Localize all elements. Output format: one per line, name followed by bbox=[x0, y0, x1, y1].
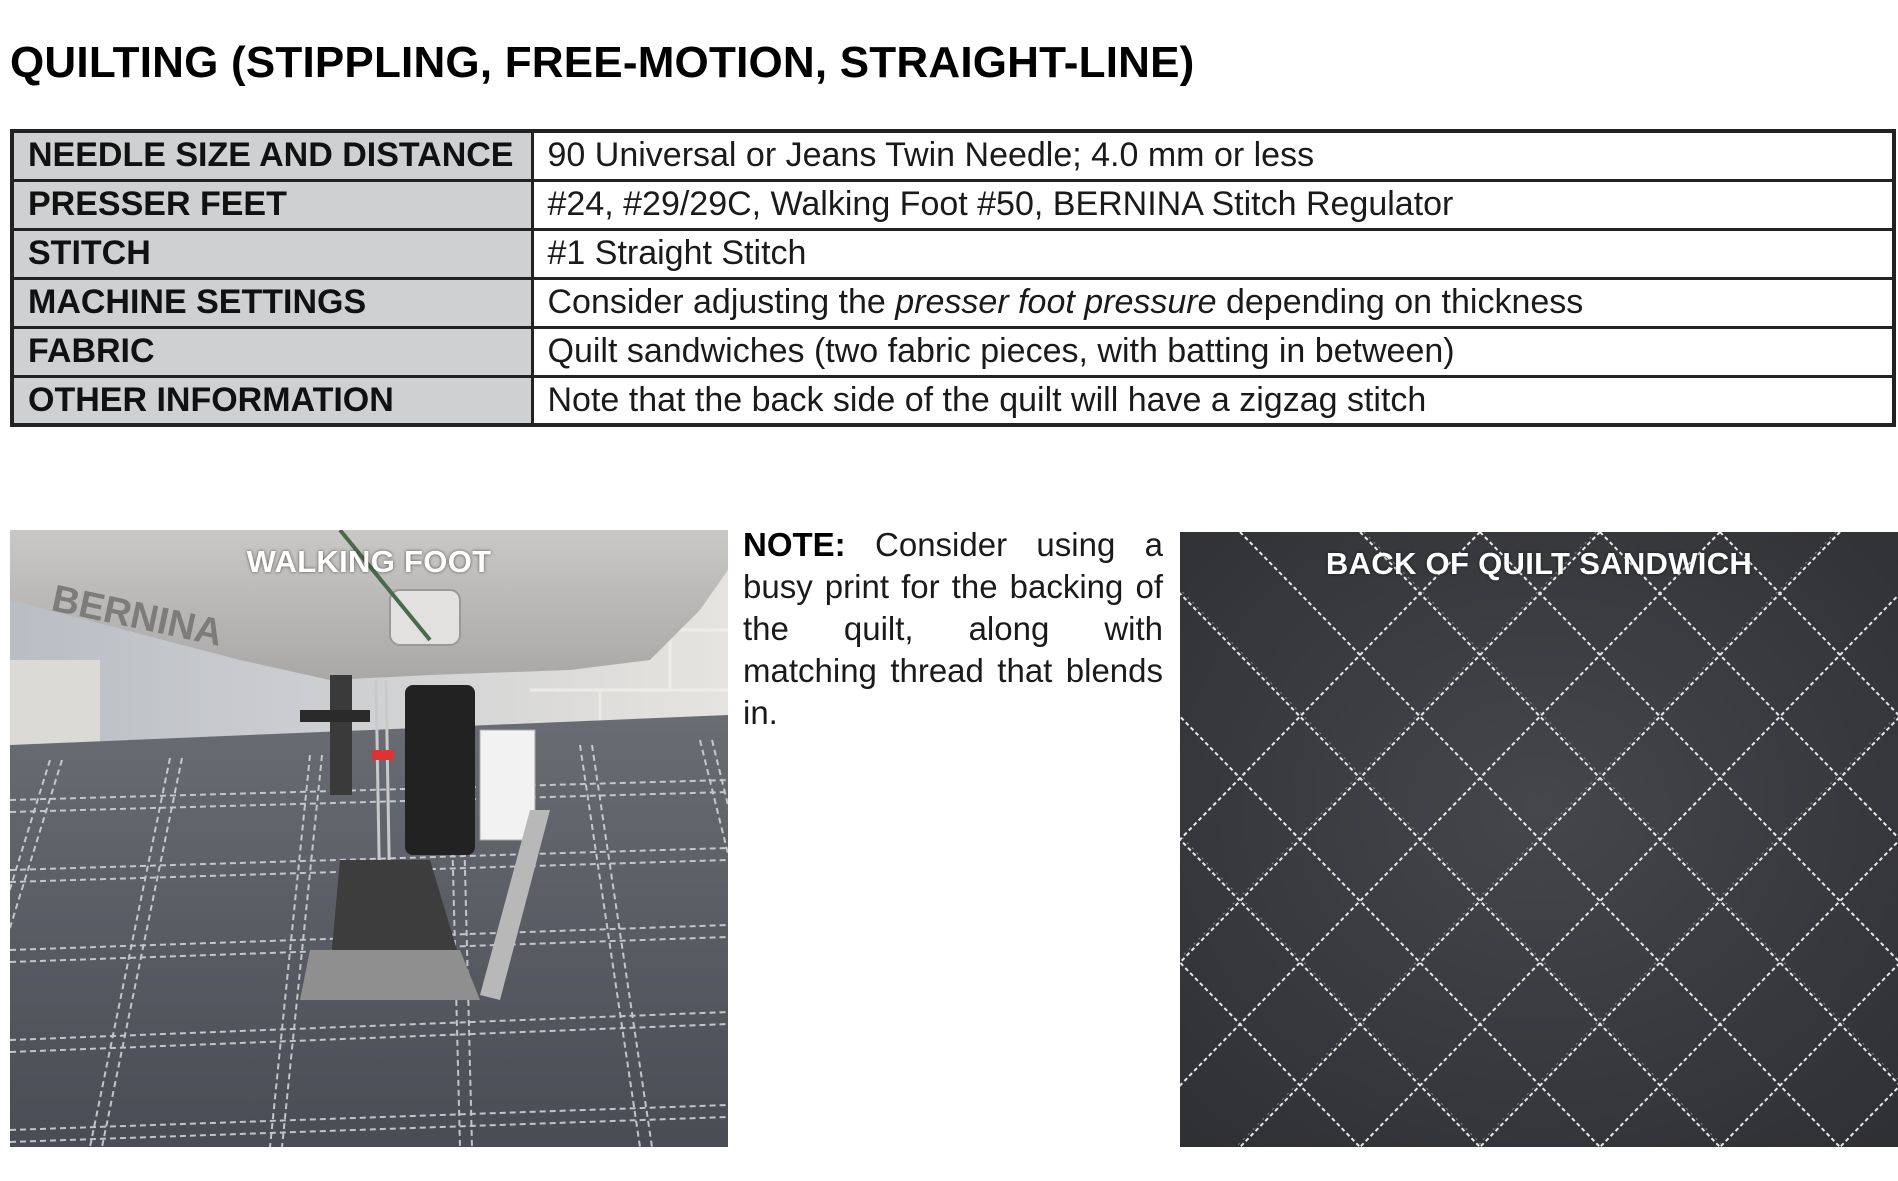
value-text: Consider adjusting the bbox=[547, 283, 896, 321]
row-value-fabric: Quilt sandwiches (two fabric pieces, with batting in between) bbox=[532, 327, 1894, 376]
zigzag-quilt-illustration bbox=[1180, 532, 1898, 1147]
brand-mark: BERNINA bbox=[48, 577, 227, 655]
table-row bbox=[12, 180, 1894, 229]
row-value-stitch: #1 Straight Stitch bbox=[532, 229, 1894, 278]
row-label-other-info: OTHER INFORMATION bbox=[12, 376, 532, 425]
value-emphasis: presser foot pressure bbox=[895, 283, 1217, 321]
row-label-fabric: FABRIC bbox=[12, 327, 532, 376]
spec-table bbox=[10, 129, 1896, 427]
row-label-presser-feet: PRESSER FEET bbox=[12, 180, 532, 229]
walking-foot-photo bbox=[10, 530, 728, 1147]
quilt-back-caption: BACK OF QUILT SANDWICH bbox=[1325, 546, 1753, 581]
walking-foot-illustration bbox=[10, 530, 728, 1147]
note-text: Consider using a busy print for the backing of the quilt, along with matching thread that blends in. bbox=[743, 526, 1163, 731]
value-text: depending on thickness bbox=[1216, 283, 1584, 321]
quilt-back-photo bbox=[1180, 532, 1898, 1147]
row-value-needle: 90 Universal or Jeans Twin Needle; 4.0 mm or less bbox=[532, 131, 1894, 180]
table-row bbox=[12, 327, 1894, 376]
row-label-machine-settings: MACHINE SETTINGS bbox=[12, 278, 532, 327]
row-value-other-info: Note that the back side of the quilt will have a zigzag stitch bbox=[532, 376, 1894, 425]
row-value-presser-feet: #24, #29/29C, Walking Foot #50, BERNINA Stitch Regulator bbox=[532, 180, 1894, 229]
row-label-needle: NEEDLE SIZE AND DISTANCE bbox=[12, 131, 532, 180]
walking-foot-caption: WALKING FOOT bbox=[246, 544, 492, 579]
row-value-machine-settings bbox=[532, 278, 1894, 327]
table-row bbox=[12, 131, 1894, 180]
row-label-stitch: STITCH bbox=[12, 229, 532, 278]
note-label: NOTE: bbox=[743, 526, 846, 563]
table-row bbox=[12, 376, 1894, 425]
page-title: QUILTING (STIPPLING, FREE-MOTION, STRAIGHT-LINE) bbox=[10, 38, 1195, 87]
table-row bbox=[12, 278, 1894, 327]
note-paragraph bbox=[743, 524, 1163, 734]
table-row bbox=[12, 229, 1894, 278]
